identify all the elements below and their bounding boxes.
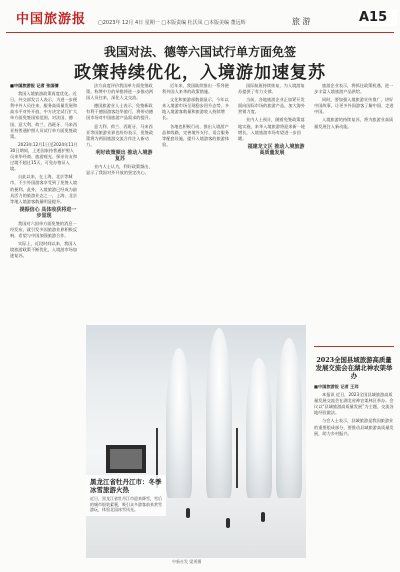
- paragraph: 文化和旅游部数据显示，今年以来入境游市场呈现稳步回升态势，多地入境游客数量和旅游收入持续增长。: [162, 97, 230, 121]
- subheading: 利好政策频出 推动入境游复苏: [95, 149, 153, 162]
- photo-credit: 中新社发 梁勇摄: [172, 559, 202, 564]
- article-headline: 政策持续优化，入境游加速复苏: [74, 63, 326, 83]
- article-kicker: 我国对法、德等六国试行单方面免签: [103, 45, 296, 59]
- snow-tree: [276, 338, 302, 498]
- article-column-2: [86, 83, 154, 323]
- subheading: 福建龙文区 推动入境旅游高质量发展: [247, 143, 305, 156]
- paragraph: 我国入境旅游政策再度优化。近日，外交部发言人表示，为进一步便利中外人员往来，服务高质量发展和高水平对外开放，中方决定试行扩大单方面免签国家范围，对法国、德国、意大利、荷兰、西班牙、马来西亚持普通护照人员试行单方面免签政策。: [10, 91, 78, 139]
- paragraph: 国际航班持续恢复，为入境游复苏提供了有力支撑。: [238, 83, 305, 95]
- paragraph: 我国对六国单方面免签的消息一经发布，就引发多国旅游业界积极反响，希望与中国加强旅游合作。: [10, 220, 78, 238]
- paragraph: 旅游企业表示，将抓住政策机遇，进一步丰富入境旅游产品供给。: [314, 83, 394, 95]
- page-number: A15: [359, 10, 397, 26]
- paragraph: 自此以来，在上海、北京等城市，不少外国游客享受到了免签入境的便利。此外，入境旅游已经成为最具活力的旅游业态之一，上海、北京等地入境游客数量明显提升。: [10, 174, 78, 204]
- photo-caption: 近日，黑龙江省牡丹江市迎来降雪，雪后的城市银装素裹，吸引众多游客前来赏雪游玩，体验北国冰雪风光。: [90, 496, 162, 512]
- paragraph: 各地也积极行动，推出入境游产品和线路，完善境外支付、语言服务等配套设施，提升入境游客的旅游体验。: [162, 123, 230, 147]
- section-name: 旅 游: [292, 17, 311, 26]
- sidebar-title: 2023全国县域旅游高质量发展交流会在湖北神农架举办: [315, 356, 393, 380]
- article-column-4: [238, 83, 306, 323]
- paragraph: 2023年12月1日至2024年11月30日期间，上述国家持普通护照人员来华经商、旅游观光、探亲访友和过境不超过15天，可免办签证入境。: [10, 141, 78, 172]
- paragraph: 与会人士表示，县域旅游是我国旅游业的重要组成部分，要推动县域旅游高质量发展，助力乡村振兴。: [314, 418, 394, 436]
- paragraph: 意大利、荷兰、西班牙、马来西亚等国旅游业界也纷纷表示，免签政策将为两国旅游交流合作注入新动力。: [86, 123, 154, 147]
- snow-tree: [206, 328, 232, 498]
- subheading: 提振信心 具体收获将进一步显现: [19, 206, 77, 219]
- photo-caption-box: [86, 475, 166, 516]
- paragraph: 实际上，近段时间以来，我国入境旅游政策不断优化，入境游市场加速复苏。: [10, 241, 78, 259]
- paragraph: 近年来，我国陆续推出一系列便利外国人来华的政策措施。: [162, 83, 229, 95]
- dateline: □2023年 12月 4日 星期一 □本版责编 杜沃凤 □本版美编 董远辉: [98, 20, 246, 26]
- paragraph: 同时，要加强入境旅游宣传推广，讲好中国故事，让更多外国游客了解中国、走进中国。: [314, 97, 394, 115]
- article-column-5: [314, 83, 394, 343]
- pedestrian: [226, 518, 230, 528]
- article-column-3: [162, 83, 230, 323]
- paragraph: 业内人士认为，利好政策频出，显示了我国对外开放的坚定决心。: [86, 163, 153, 176]
- article-column-1: [10, 83, 78, 533]
- article-byline: ■中国旅游报 记者 张国倩: [10, 83, 59, 88]
- snow-tree: [166, 348, 192, 498]
- paragraph: 德国旅游业人士表示，免签新政有利于德国游客赴华旅行，将带动德国市场对中国旅游产品需求的提升。: [86, 103, 154, 121]
- sidebar-byline: ■中国旅游报 记者 王玮: [314, 384, 359, 389]
- snow-tree: [246, 358, 272, 498]
- paragraph: 本报讯 近日，2023全国县域旅游高质量发展交流会在湖北省神农架林区举办。会议以“县域旅游高质量发展”为主题，交流各地经验做法。: [314, 392, 394, 416]
- billboard: [106, 445, 146, 473]
- sidebar-divider: [314, 346, 394, 347]
- street-lamp: [236, 428, 238, 488]
- pedestrian: [186, 508, 190, 518]
- masthead: [6, 6, 396, 28]
- sidebar-body: [314, 384, 394, 564]
- newspaper-logo: 中国旅游报: [16, 12, 87, 27]
- paragraph: 入境旅游的持续复苏，将为旅游业高质量发展注入新动能。: [314, 117, 394, 129]
- masthead-divider: [6, 32, 394, 33]
- paragraph: 业内人士预计，随着免签政策落地实施，来华入境旅游将迎来新一轮增长，入境旅游市场有望进一步回暖。: [238, 117, 306, 141]
- paragraph: 法方高度评价我国单方面免签政策，称赞中方的举措将进一步推动两国人员往来，深化人文交流。: [86, 83, 154, 101]
- snow-city-photo: [86, 325, 306, 558]
- photo-title: 黑龙江省牡丹江市：冬季冰雪旅游火热: [90, 478, 162, 494]
- paragraph: 当前，各地旅游企业正加紧开发面向国际市场的旅游产品，加大海外营销力度。: [238, 97, 306, 115]
- pedestrian: [261, 512, 265, 522]
